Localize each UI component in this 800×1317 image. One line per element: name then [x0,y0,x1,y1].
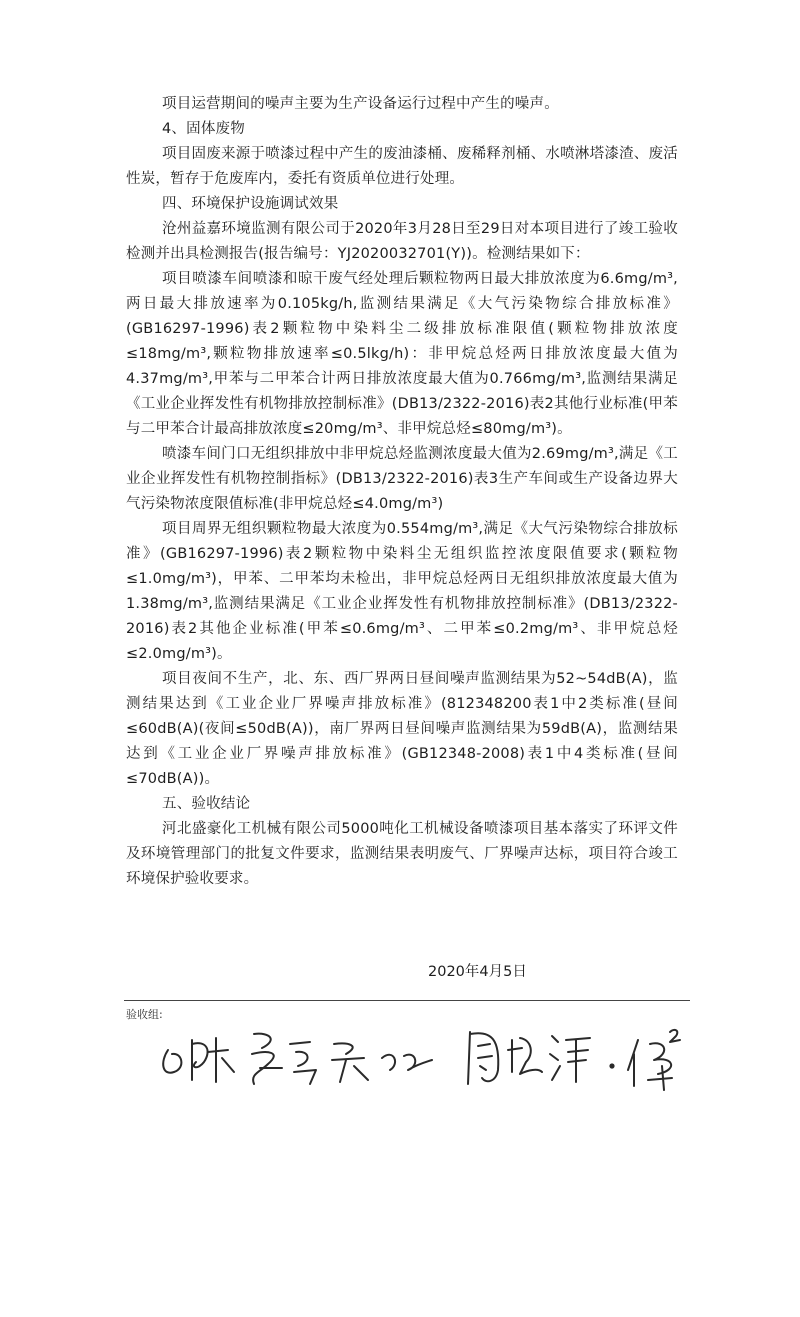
paragraph-boundary-unorganized: 项目周界无组织颗粒物最大浓度为0.554mg/m³,满足《大气污染物综合排放标准》(GB16297-1996)表2颗粒物中染料尘无组织监控浓度限值要求(颗粒物≤1.0mg/m³)，甲苯、二甲苯均未检出，非甲烷总烃两日无组织排放浓度最大值为1.38mg/m³,监测结果满足《工业企业挥发性有机物排放控制标准》(DB13/2322-2016)表2其他企业标准(甲苯≤0.6mg/m³、二甲苯≤0.2mg/m³、非甲烷总烃≤2.0mg/m³)。 [126,521,678,662]
document-date: 2020年4月5日 [428,964,527,980]
paragraph-noise-results: 项目夜间不生产，北、东、西厂界两日昼间噪声监测结果为52~54dB(A)，监测结果达到《工业企业厂界噪声排放标准》(812348200表1中2类标准(昼间≤60dB(A)(夜间≤50dB(A))，南厂界两日昼间噪声监测结果为59dB(A)，监测结果达到《工业企业厂界噪声排放标准》(GB12348-2008)表1中4类标准(昼间≤70dB(A))。 [126,671,678,787]
document-body [126,92,678,892]
signature-label: 验收组: [126,1008,163,1021]
paragraph-noise-intro: 项目运营期间的噪声主要为生产设备运行过程中产生的噪声。 [162,96,559,112]
heading-section-5: 五、验收结论 [162,796,251,812]
paragraph-conclusion: 河北盛豪化工机械有限公司5000吨化工机械设备喷漆项目基本落实了环评文件及环境管理部门的批复文件要求，监测结果表明废气、厂界噪声达标，项目符合竣工环境保护验收要求。 [126,821,678,887]
heading-section-4: 四、环境保护设施调试效果 [162,196,339,212]
paragraph-paint-exhaust: 项目喷漆车间喷漆和晾干废气经处理后颗粒物两日最大排放浓度为6.6mg/m³,两日最大排放速率为0.105kg/h,监测结果满足《大气污染物综合排放标准》(GB16297-1996)表2颗粒物中染料尘二级排放标准限值(颗粒物排放浓度≤18mg/m³,颗粒物排放速率≤0.5lkg/h)：非甲烷总烃两日排放浓度最大值为4.37mg/m³,甲苯与二甲苯合计两日排放浓度最大值为0.766mg/m³,监测结果满足《工业企业挥发性有机物排放控制标准》(DB13/2322-2016)表2其他行业标准(甲苯与二甲苯合计最高排放浓度≤20mg/m³、非甲烷总烃≤80mg/m³)。 [126,271,678,437]
handwritten-signatures [150,1010,710,1100]
heading-solid-waste: 4、固体废物 [162,121,245,137]
paragraph-workshop-unorganized: 喷漆车间门口无组织排放中非甲烷总烃监测浓度最大值为2.69mg/m³,满足《工业企业挥发性有机物控制指标》(DB13/2322-2016)表3生产车间或生产设备边界大气污染物浓度限值标准(非甲烷总烃≤4.0mg/m³) [126,446,678,512]
signature-divider [124,1000,690,1001]
paragraph-monitoring-company: 沧州益嘉环境监测有限公司于2020年3月28日至29日对本项目进行了竣工验收检测并出具检测报告(报告编号：YJ2020032701(Y))。检测结果如下： [126,221,678,262]
paragraph-solid-waste: 项目固废来源于喷漆过程中产生的废油漆桶、废稀释剂桶、水喷淋塔漆渣、废活性炭，暂存于危废库内，委托有资质单位进行处理。 [126,146,678,187]
